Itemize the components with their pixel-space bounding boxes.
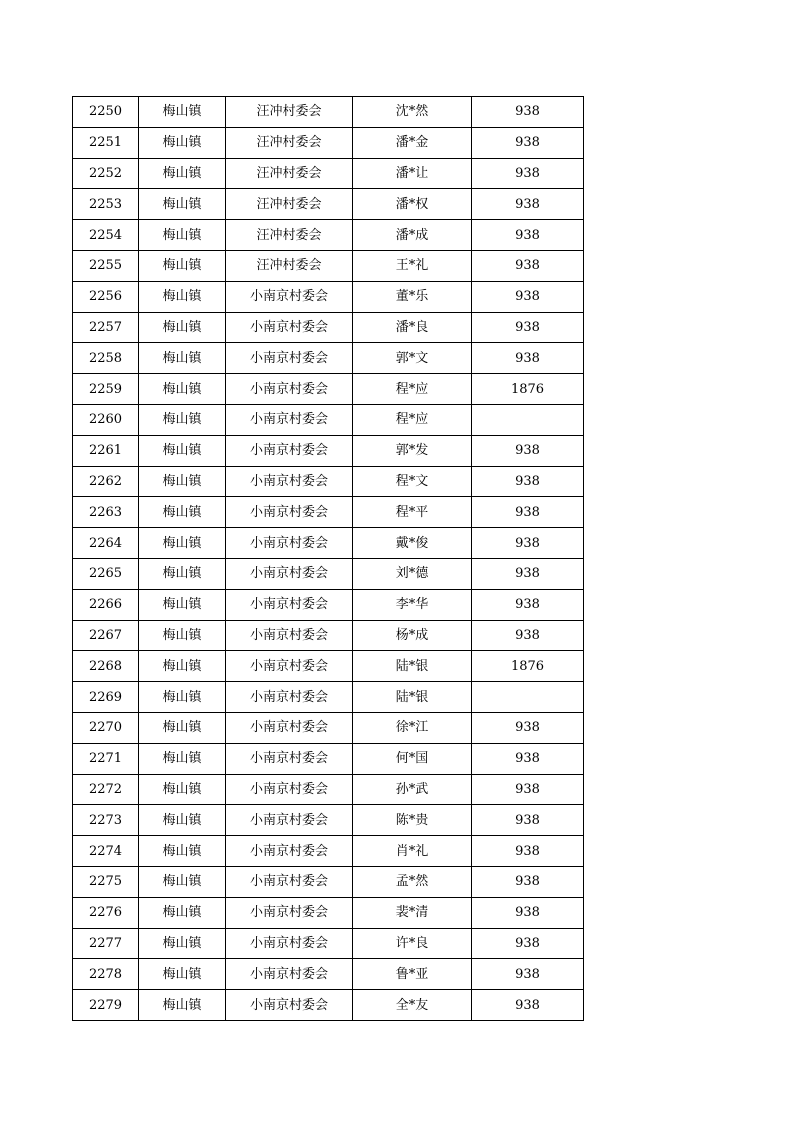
row-number-cell: 2262 — [73, 466, 139, 497]
name-cell: 程*应 — [353, 404, 472, 435]
row-number-cell: 2260 — [73, 404, 139, 435]
town-cell: 梅山镇 — [139, 774, 226, 805]
village-cell: 小南京村委会 — [226, 620, 353, 651]
table-row — [73, 928, 584, 959]
table-row — [73, 589, 584, 620]
town-cell: 梅山镇 — [139, 712, 226, 743]
town-cell: 梅山镇 — [139, 990, 226, 1021]
table-row — [73, 682, 584, 713]
town-cell: 梅山镇 — [139, 866, 226, 897]
table-row — [73, 158, 584, 189]
town-cell: 梅山镇 — [139, 682, 226, 713]
village-cell: 小南京村委会 — [226, 528, 353, 559]
name-cell: 许*良 — [353, 928, 472, 959]
village-cell: 小南京村委会 — [226, 466, 353, 497]
name-cell: 肖*礼 — [353, 836, 472, 867]
row-number-cell: 2276 — [73, 897, 139, 928]
amount-cell: 938 — [472, 897, 584, 928]
table-row — [73, 343, 584, 374]
name-cell: 陆*银 — [353, 682, 472, 713]
amount-cell: 938 — [472, 959, 584, 990]
name-cell: 何*国 — [353, 743, 472, 774]
town-cell: 梅山镇 — [139, 805, 226, 836]
village-cell: 汪冲村委会 — [226, 189, 353, 220]
name-cell: 董*乐 — [353, 281, 472, 312]
amount-cell: 938 — [472, 774, 584, 805]
amount-cell: 938 — [472, 528, 584, 559]
row-number-cell: 2274 — [73, 836, 139, 867]
village-cell: 汪冲村委会 — [226, 250, 353, 281]
amount-cell: 938 — [472, 189, 584, 220]
name-cell: 沈*然 — [353, 97, 472, 128]
name-cell: 郭*文 — [353, 343, 472, 374]
town-cell: 梅山镇 — [139, 528, 226, 559]
name-cell: 杨*成 — [353, 620, 472, 651]
village-cell: 小南京村委会 — [226, 866, 353, 897]
village-cell: 汪冲村委会 — [226, 158, 353, 189]
amount-cell: 938 — [472, 281, 584, 312]
name-cell: 裴*清 — [353, 897, 472, 928]
village-cell: 小南京村委会 — [226, 682, 353, 713]
name-cell: 孙*武 — [353, 774, 472, 805]
row-number-cell: 2275 — [73, 866, 139, 897]
name-cell: 孟*然 — [353, 866, 472, 897]
name-cell: 程*应 — [353, 374, 472, 405]
town-cell: 梅山镇 — [139, 651, 226, 682]
town-cell: 梅山镇 — [139, 250, 226, 281]
table-row — [73, 528, 584, 559]
row-number-cell: 2250 — [73, 97, 139, 128]
table-row — [73, 127, 584, 158]
village-cell: 小南京村委会 — [226, 897, 353, 928]
town-cell: 梅山镇 — [139, 743, 226, 774]
amount-cell: 938 — [472, 866, 584, 897]
table-row — [73, 281, 584, 312]
table-row — [73, 897, 584, 928]
amount-cell: 938 — [472, 805, 584, 836]
town-cell: 梅山镇 — [139, 435, 226, 466]
name-cell: 鲁*亚 — [353, 959, 472, 990]
row-number-cell: 2263 — [73, 497, 139, 528]
name-cell: 潘*良 — [353, 312, 472, 343]
name-cell: 郭*发 — [353, 435, 472, 466]
table-row — [73, 712, 584, 743]
amount-cell — [472, 404, 584, 435]
table-row — [73, 805, 584, 836]
row-number-cell: 2254 — [73, 220, 139, 251]
row-number-cell: 2255 — [73, 250, 139, 281]
village-cell: 小南京村委会 — [226, 651, 353, 682]
amount-cell: 938 — [472, 250, 584, 281]
table-row — [73, 220, 584, 251]
amount-cell: 1876 — [472, 374, 584, 405]
name-cell: 程*平 — [353, 497, 472, 528]
name-cell: 王*礼 — [353, 250, 472, 281]
row-number-cell: 2272 — [73, 774, 139, 805]
table-row — [73, 558, 584, 589]
row-number-cell: 2266 — [73, 589, 139, 620]
village-cell: 小南京村委会 — [226, 312, 353, 343]
amount-cell: 938 — [472, 712, 584, 743]
town-cell: 梅山镇 — [139, 928, 226, 959]
table-row — [73, 312, 584, 343]
table-row — [73, 374, 584, 405]
row-number-cell: 2267 — [73, 620, 139, 651]
town-cell: 梅山镇 — [139, 158, 226, 189]
row-number-cell: 2251 — [73, 127, 139, 158]
row-number-cell: 2259 — [73, 374, 139, 405]
amount-cell: 1876 — [472, 651, 584, 682]
row-number-cell: 2278 — [73, 959, 139, 990]
subsidy-table — [72, 96, 584, 1021]
village-cell: 汪冲村委会 — [226, 220, 353, 251]
name-cell: 潘*金 — [353, 127, 472, 158]
village-cell: 小南京村委会 — [226, 589, 353, 620]
village-cell: 小南京村委会 — [226, 990, 353, 1021]
town-cell: 梅山镇 — [139, 343, 226, 374]
table-row — [73, 97, 584, 128]
village-cell: 小南京村委会 — [226, 743, 353, 774]
table-row — [73, 836, 584, 867]
town-cell: 梅山镇 — [139, 497, 226, 528]
village-cell: 小南京村委会 — [226, 805, 353, 836]
table-row — [73, 866, 584, 897]
village-cell: 小南京村委会 — [226, 959, 353, 990]
name-cell: 全*友 — [353, 990, 472, 1021]
village-cell: 小南京村委会 — [226, 774, 353, 805]
row-number-cell: 2258 — [73, 343, 139, 374]
table-row — [73, 774, 584, 805]
name-cell: 潘*成 — [353, 220, 472, 251]
town-cell: 梅山镇 — [139, 959, 226, 990]
village-cell: 小南京村委会 — [226, 281, 353, 312]
name-cell: 陆*银 — [353, 651, 472, 682]
table-row — [73, 189, 584, 220]
town-cell: 梅山镇 — [139, 404, 226, 435]
amount-cell: 938 — [472, 497, 584, 528]
village-cell: 小南京村委会 — [226, 558, 353, 589]
name-cell: 李*华 — [353, 589, 472, 620]
amount-cell: 938 — [472, 466, 584, 497]
row-number-cell: 2257 — [73, 312, 139, 343]
town-cell: 梅山镇 — [139, 466, 226, 497]
amount-cell: 938 — [472, 97, 584, 128]
amount-cell: 938 — [472, 312, 584, 343]
name-cell: 潘*让 — [353, 158, 472, 189]
amount-cell: 938 — [472, 928, 584, 959]
amount-cell: 938 — [472, 589, 584, 620]
row-number-cell: 2265 — [73, 558, 139, 589]
town-cell: 梅山镇 — [139, 897, 226, 928]
town-cell: 梅山镇 — [139, 558, 226, 589]
name-cell: 刘*德 — [353, 558, 472, 589]
town-cell: 梅山镇 — [139, 312, 226, 343]
village-cell: 小南京村委会 — [226, 712, 353, 743]
village-cell: 小南京村委会 — [226, 343, 353, 374]
amount-cell: 938 — [472, 158, 584, 189]
town-cell: 梅山镇 — [139, 836, 226, 867]
table-row — [73, 466, 584, 497]
table-body — [73, 97, 584, 1021]
row-number-cell: 2277 — [73, 928, 139, 959]
village-cell: 小南京村委会 — [226, 928, 353, 959]
amount-cell: 938 — [472, 435, 584, 466]
name-cell: 徐*江 — [353, 712, 472, 743]
town-cell: 梅山镇 — [139, 127, 226, 158]
name-cell: 陈*贵 — [353, 805, 472, 836]
amount-cell: 938 — [472, 836, 584, 867]
name-cell: 程*文 — [353, 466, 472, 497]
row-number-cell: 2261 — [73, 435, 139, 466]
table-row — [73, 404, 584, 435]
row-number-cell: 2264 — [73, 528, 139, 559]
town-cell: 梅山镇 — [139, 281, 226, 312]
row-number-cell: 2270 — [73, 712, 139, 743]
amount-cell: 938 — [472, 127, 584, 158]
name-cell: 戴*俊 — [353, 528, 472, 559]
row-number-cell: 2273 — [73, 805, 139, 836]
village-cell: 汪冲村委会 — [226, 127, 353, 158]
table-row — [73, 959, 584, 990]
row-number-cell: 2268 — [73, 651, 139, 682]
row-number-cell: 2253 — [73, 189, 139, 220]
table-row — [73, 651, 584, 682]
amount-cell: 938 — [472, 620, 584, 651]
village-cell: 小南京村委会 — [226, 435, 353, 466]
town-cell: 梅山镇 — [139, 97, 226, 128]
table-row — [73, 435, 584, 466]
town-cell: 梅山镇 — [139, 589, 226, 620]
name-cell: 潘*权 — [353, 189, 472, 220]
town-cell: 梅山镇 — [139, 220, 226, 251]
village-cell: 小南京村委会 — [226, 374, 353, 405]
village-cell: 小南京村委会 — [226, 836, 353, 867]
town-cell: 梅山镇 — [139, 189, 226, 220]
village-cell: 小南京村委会 — [226, 497, 353, 528]
amount-cell — [472, 682, 584, 713]
village-cell: 汪冲村委会 — [226, 97, 353, 128]
row-number-cell: 2279 — [73, 990, 139, 1021]
amount-cell: 938 — [472, 990, 584, 1021]
table-row — [73, 743, 584, 774]
village-cell: 小南京村委会 — [226, 404, 353, 435]
amount-cell: 938 — [472, 558, 584, 589]
row-number-cell: 2269 — [73, 682, 139, 713]
table-row — [73, 250, 584, 281]
table-row — [73, 620, 584, 651]
table-row — [73, 990, 584, 1021]
town-cell: 梅山镇 — [139, 620, 226, 651]
town-cell: 梅山镇 — [139, 374, 226, 405]
amount-cell: 938 — [472, 743, 584, 774]
amount-cell: 938 — [472, 220, 584, 251]
row-number-cell: 2271 — [73, 743, 139, 774]
row-number-cell: 2252 — [73, 158, 139, 189]
amount-cell: 938 — [472, 343, 584, 374]
table-row — [73, 497, 584, 528]
row-number-cell: 2256 — [73, 281, 139, 312]
